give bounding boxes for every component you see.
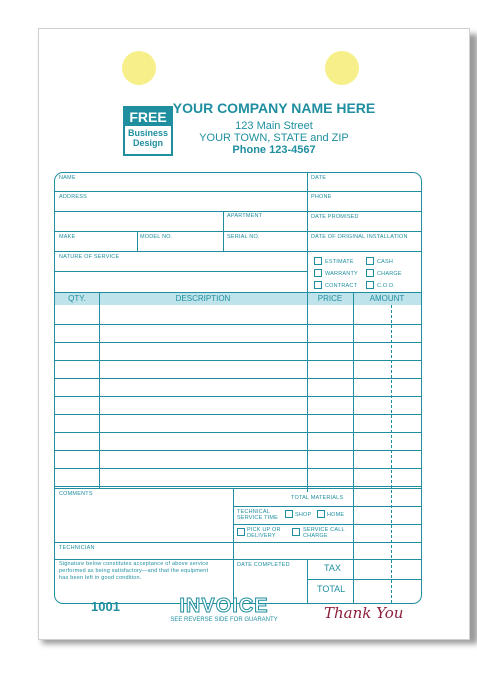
logo-free-text: FREE (125, 108, 171, 126)
rule (223, 211, 224, 251)
estimate-label: ESTIMATE (325, 259, 354, 265)
estimate-checkbox[interactable] (314, 257, 322, 265)
signature-text-1: Signature below constitutes acceptance of above service (59, 561, 209, 567)
line-item-row-rule (55, 342, 421, 343)
rule (99, 292, 100, 488)
line-item-row-rule (55, 432, 421, 433)
punch-hole-right (325, 51, 359, 85)
line-item-row-rule (55, 486, 421, 487)
name-label: NAME (59, 175, 76, 181)
model-label: MODEL NO. (140, 234, 173, 240)
install-date-label: DATE OF ORIGINAL INSTALLATION (311, 234, 408, 240)
phone-label: PHONE (311, 194, 332, 200)
home-checkbox[interactable] (317, 510, 325, 518)
warranty-label: WARRANTY (325, 271, 358, 277)
line-item-row-rule (55, 414, 421, 415)
make-label: MAKE (59, 234, 76, 240)
total-materials-label: TOTAL MATERIALS (291, 495, 344, 501)
rule (353, 292, 354, 603)
charge-label: CHARGE (377, 271, 402, 277)
rule (55, 251, 421, 252)
line-item-row-rule (55, 468, 421, 469)
tax-label: TAX (324, 563, 341, 573)
cod-checkbox[interactable] (366, 281, 374, 289)
service-call-label-2: CHARGE (303, 533, 328, 539)
signature-text-2: performed as being satisfactory—and that the equipment (59, 568, 209, 574)
address-label: ADDRESS (59, 194, 87, 200)
warranty-checkbox[interactable] (314, 269, 322, 277)
pickup-label-2: DELIVERY (247, 533, 276, 539)
shop-label: SHOP (295, 512, 312, 518)
pickup-label-1: PICK UP OR (247, 527, 281, 533)
rule (307, 559, 308, 603)
rule (55, 488, 421, 489)
logo-caption (125, 126, 171, 148)
pickup-checkbox[interactable] (237, 528, 245, 536)
rule (233, 524, 421, 525)
rule (307, 579, 421, 580)
home-label: HOME (327, 512, 345, 518)
rule (55, 271, 307, 272)
rule (55, 211, 421, 212)
date-promised-label: DATE PROMISED (311, 214, 359, 220)
price-column-header: PRICE (317, 294, 343, 303)
invoice-title: INVOICE (179, 595, 269, 617)
cod-label: C.O.D. (377, 283, 396, 289)
shop-checkbox[interactable] (285, 510, 293, 518)
contract-label: CONTRACT (325, 283, 358, 289)
rule (137, 231, 138, 251)
technician-label: TECHNICIAN (59, 545, 95, 551)
company-phone: Phone 123-4567 (232, 144, 316, 156)
cash-label: CASH (377, 259, 394, 265)
charge-checkbox[interactable] (366, 269, 374, 277)
company-name: YOUR COMPANY NAME HERE (172, 100, 376, 116)
service-call-label-1: SERVICE CALL (303, 527, 345, 533)
rule (233, 506, 421, 507)
rule (55, 191, 421, 192)
invoice-form (54, 172, 422, 604)
total-label: TOTAL (317, 584, 346, 594)
serial-label: SERIAL NO. (227, 234, 260, 240)
invoice-page (38, 28, 470, 640)
rule (307, 292, 308, 492)
punch-hole-left (122, 51, 156, 85)
rule (307, 173, 308, 292)
line-item-row-rule (55, 378, 421, 379)
qty-column-header: QTY. (68, 294, 86, 303)
free-business-design-logo (123, 106, 173, 156)
invoice-subtitle: SEE REVERSE SIDE FOR GUARANTY (170, 617, 278, 623)
rule (55, 542, 421, 543)
line-item-row-rule (55, 396, 421, 397)
signature-text-3: has been left in good condition. (59, 575, 142, 581)
logo-line-2: Design (132, 138, 163, 148)
amount-column-header: AMOUNT (369, 294, 405, 303)
rule (55, 292, 421, 293)
line-item-row-rule (55, 450, 421, 451)
description-column-header: DESCRIPTION (175, 294, 231, 303)
date-completed-label: DATE COMPLETED (237, 562, 290, 568)
invoice-number: 1001 (91, 599, 120, 614)
rule (55, 559, 421, 560)
contract-checkbox[interactable] (314, 281, 322, 289)
company-town: YOUR TOWN, STATE and ZIP (199, 132, 349, 144)
line-item-row-rule (55, 324, 421, 325)
tech-time-label-1: TECHNICAL (237, 509, 270, 515)
rule (55, 231, 421, 232)
line-item-row-rule (55, 360, 421, 361)
apartment-label: APARTMENT (227, 213, 263, 219)
thank-you-script: Thank You (324, 604, 404, 622)
comments-label: COMMENTS (59, 491, 93, 497)
nature-label: NATURE OF SERVICE (59, 254, 120, 260)
tech-time-label-2: SERVICE TIME (237, 515, 279, 521)
logo-line-1: Business (127, 128, 169, 138)
service-call-checkbox[interactable] (292, 528, 300, 536)
cash-checkbox[interactable] (366, 257, 374, 265)
company-street: 123 Main Street (235, 120, 313, 132)
date-label: DATE (311, 175, 327, 181)
